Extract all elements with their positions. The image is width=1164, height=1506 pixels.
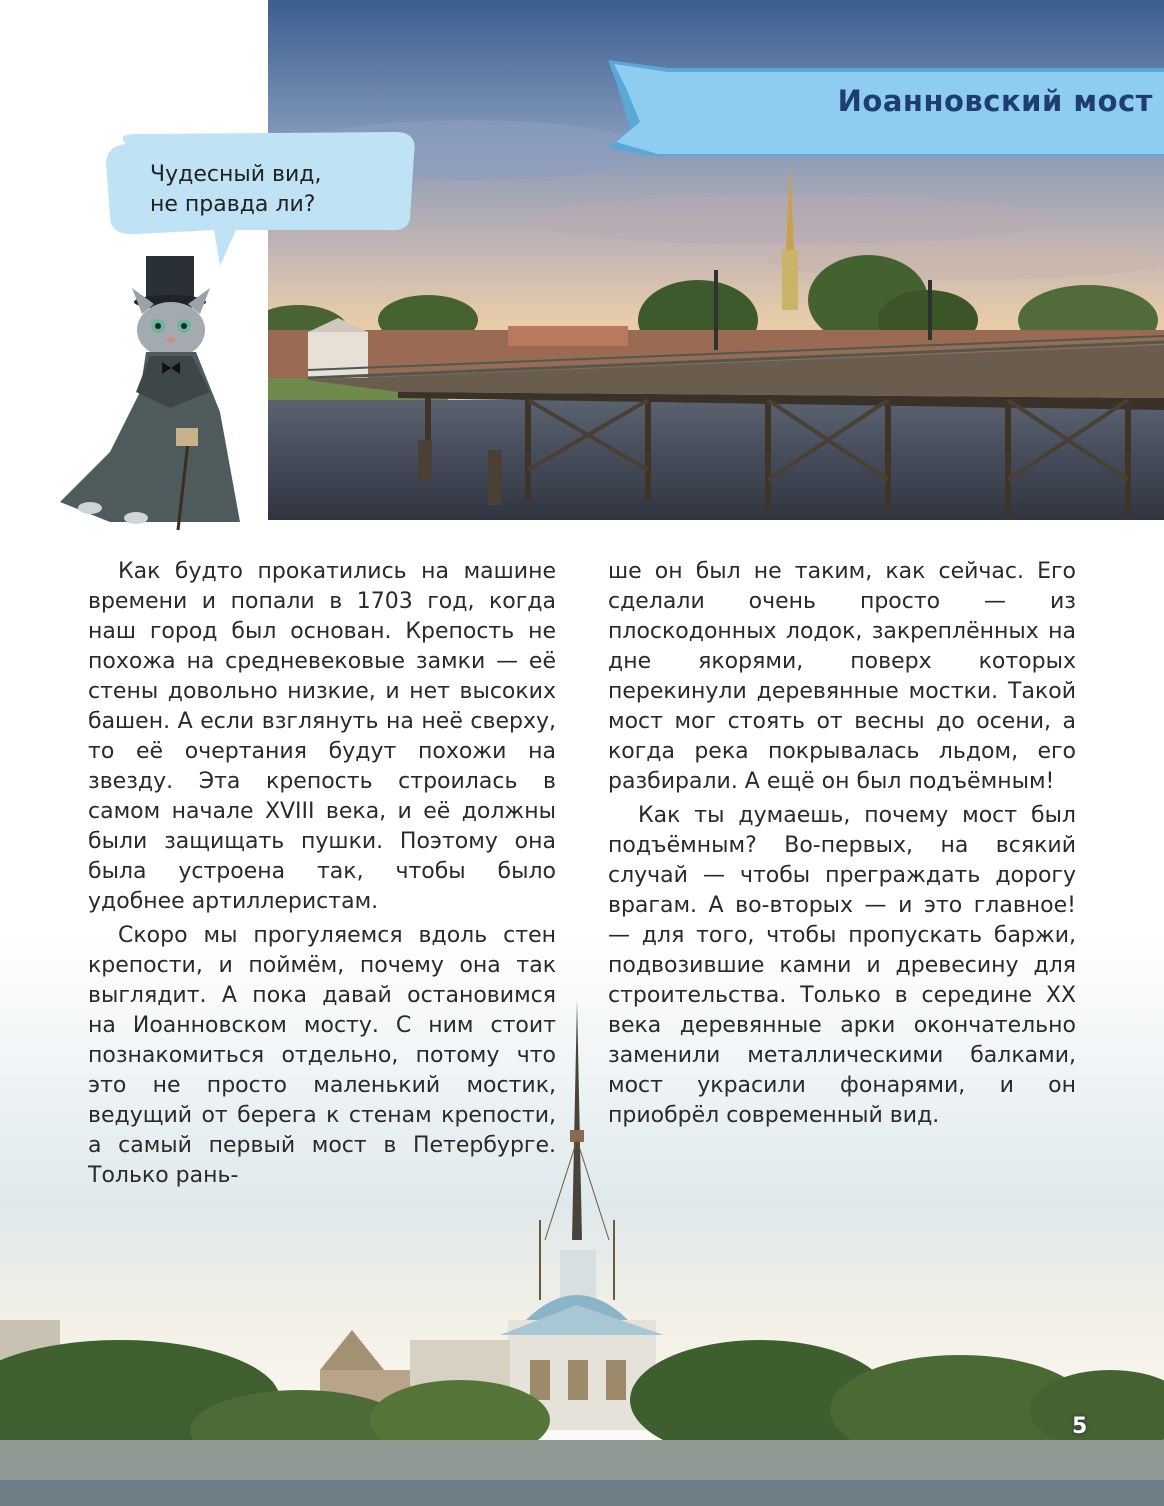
bubble-text bbox=[150, 160, 360, 220]
title-ribbon bbox=[608, 58, 1164, 158]
paragraph: Как ты думаешь, почему мост был подъёмным? Во-первых, на всякий случай — чтобы преграждать дорогу врагам. А во-вторых — и это главное! — для того, чтобы пропускать баржи, подвозившие камни и древесину для строительства. Только в середине XX века деревянные арки окончательно заменили металлическими балками, мост украсили фонарями, и он приобрёл современный вид. bbox=[608, 803, 1076, 1128]
paragraph: ше он был не таким, как сейчас. Его сделали очень просто — из плоскодонных лодок, закреплённых на дне якорями, поверх которых перекинули деревянные мостки. Такой мост мог стоять от весны до осени, а когда река покрывалась льдом, его разбирали. А ещё он был подъёмным! bbox=[608, 559, 1076, 794]
cat-illustration bbox=[50, 252, 260, 534]
city-skyline-photo bbox=[0, 980, 1164, 1506]
bubble-line-1: Чудесный вид, bbox=[150, 162, 322, 187]
page-number: 5 bbox=[1072, 1414, 1088, 1439]
bubble-line-2: не правда ли? bbox=[150, 192, 316, 217]
paragraph: Скоро мы прогуляемся вдоль стен крепости, и поймём, почему она так выглядит. А пока давай остановимся на Иоанновском мосту. С ним стоит познакомиться отдельно, потому что это не просто маленький мостик, ведущий от берега к стенам крепости, а самый первый мост в Петербурге. Только рань- bbox=[88, 923, 556, 1188]
page-title: Иоанновский мост bbox=[837, 84, 1153, 118]
paragraph: Как будто прокатились на машине времени и попали в 1703 год, когда наш город был основан. Крепость не похожа на средневековые замки — её стены довольно низкие, и нет высоких башен. А если взглянуть на неё сверху, то её очертания будут похожи на звезду. Эта крепость строилась в самом начале XVIII века, и её должны были защищать пушки. Поэтому она была устроена так, чтобы было удобнее артиллеристам. bbox=[88, 559, 556, 914]
